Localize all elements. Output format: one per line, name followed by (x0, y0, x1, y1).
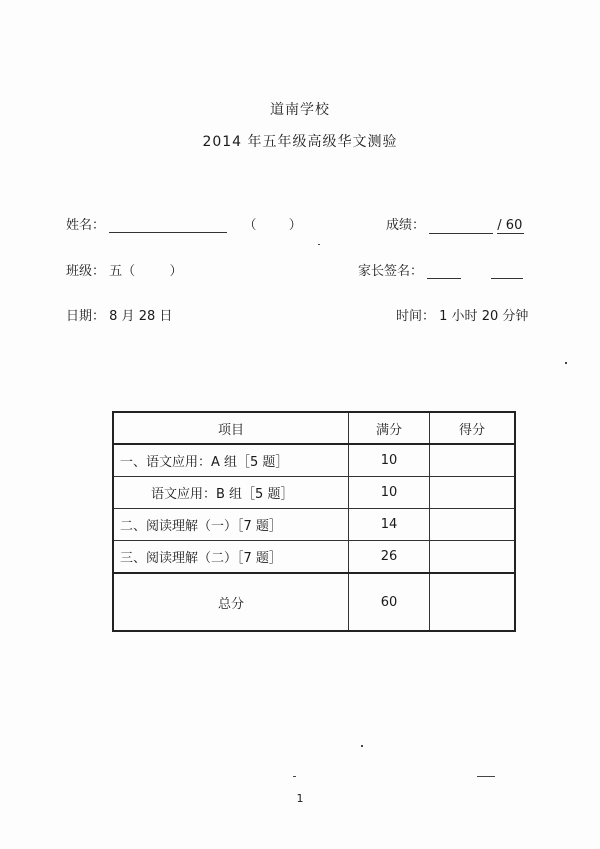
row-full: 10 (349, 444, 430, 477)
scan-speck (565, 362, 567, 364)
page-number: 1 (296, 792, 304, 805)
date-label: 日期： (66, 309, 106, 324)
class-value: 五（ (109, 264, 136, 279)
score-blank[interactable] (429, 219, 493, 234)
row-item: 一、语文应用：A 组［5 题］ (113, 444, 349, 477)
parent-sign-blank-2[interactable] (491, 264, 523, 279)
name-paren-open: （ (243, 218, 257, 233)
name-paren-close: ） (288, 218, 302, 233)
date-value: 8 月 28 日 (109, 309, 173, 324)
header-full-score: 满分 (349, 412, 430, 444)
row-got[interactable] (430, 444, 516, 477)
row-got[interactable] (430, 509, 516, 541)
parent-sign-blank-1[interactable] (427, 264, 461, 279)
name-blank[interactable] (109, 218, 227, 233)
time-label: 时间： (396, 309, 436, 324)
class-label: 班级： (66, 264, 106, 279)
row-item: 语文应用：B 组［5 题］ (113, 477, 349, 509)
total-full: 60 (349, 573, 430, 631)
table-header-row (113, 412, 515, 444)
scan-speck (361, 745, 363, 747)
row-full: 10 (349, 477, 430, 509)
scan-speck (293, 776, 296, 777)
score-label: 成绩： (386, 218, 426, 233)
score-total: / 60 (497, 218, 523, 233)
row-full: 14 (349, 509, 430, 541)
parent-sign-field (358, 260, 523, 279)
table-total-row (113, 573, 515, 631)
class-paren-close: ） (169, 264, 183, 279)
name-label: 姓名： (66, 218, 106, 233)
header-score-got: 得分 (430, 412, 516, 444)
row-item: 二、阅读理解（一）［7 题］ (113, 509, 349, 541)
exam-title: 2014 年五年级高级华文测验 (202, 134, 398, 150)
date-field (66, 305, 172, 324)
total-label: 总分 (113, 573, 349, 631)
table-row (113, 509, 515, 541)
row-full: 26 (349, 541, 430, 574)
name-field (66, 214, 302, 233)
row-got[interactable] (430, 541, 516, 574)
score-field (386, 214, 524, 234)
total-got[interactable] (430, 573, 516, 631)
class-field (66, 260, 182, 279)
parent-sign-label: 家长签名： (358, 264, 424, 279)
row-item: 三、阅读理解（二）［7 题］ (113, 541, 349, 574)
table-row (113, 541, 515, 574)
header-item: 项目 (113, 412, 349, 444)
score-table (112, 411, 516, 632)
scan-speck (318, 244, 320, 245)
time-value: 1 小时 20 分钟 (439, 309, 529, 324)
row-got[interactable] (430, 477, 516, 509)
school-name: 道南学校 (270, 102, 330, 118)
time-field (396, 305, 528, 324)
scan-speck (477, 776, 495, 777)
table-row (113, 477, 515, 509)
table-row (113, 444, 515, 477)
